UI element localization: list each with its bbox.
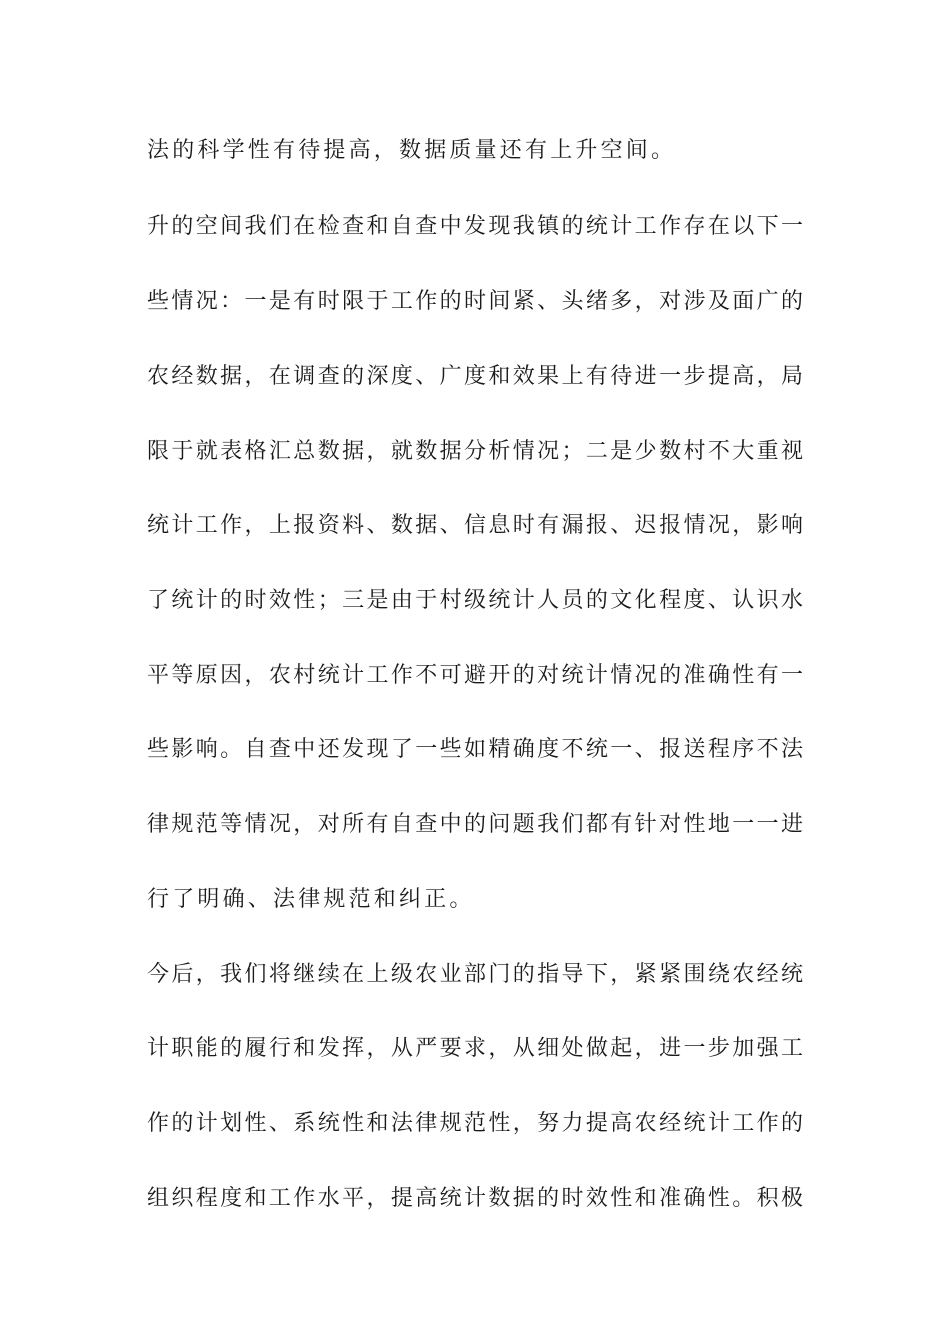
text-line-12: 今后，我们将继续在上级农业部门的指导下，紧紧围绕农经统: [147, 962, 803, 987]
text-line-11: 行了明确、法律规范和纠正。: [147, 887, 475, 912]
text-line-8: 平等原因，农村统计工作不可避开的对统计情况的准确性有一: [147, 663, 803, 688]
text-line-14: 作的计划性、系统性和法律规范性，努力提高农经统计工作的: [147, 1111, 803, 1136]
text-line-5: 限于就表格汇总数据，就数据分析情况；二是少数村不大重视: [147, 439, 803, 464]
text-line-6: 统计工作，上报资料、数据、信息时有漏报、迟报情况，影响: [147, 513, 803, 538]
text-line-7: 了统计的时效性；三是由于村级统计人员的文化程度、认识水: [147, 588, 803, 613]
text-line-4: 农经数据，在调查的深度、广度和效果上有待进一步提高，局: [147, 364, 803, 389]
text-line-13: 计职能的履行和发挥，从严要求，从细处做起，进一步加强工: [147, 1036, 803, 1061]
text-line-3: 些情况：一是有时限于工作的时间紧、头绪多，对涉及面广的: [147, 289, 803, 314]
text-line-9: 些影响。自查中还发现了一些如精确度不统一、报送程序不法: [147, 737, 803, 762]
text-line-15: 组织程度和工作水平，提高统计数据的时效性和准确性。积极: [147, 1186, 803, 1211]
text-line-2: 升的空间我们在检查和自查中发现我镇的统计工作存在以下一: [147, 214, 803, 239]
text-line-10: 律规范等情况，对所有自查中的问题我们都有针对性地一一进: [147, 812, 803, 837]
text-line-1: 法的科学性有待提高，数据质量还有上升空间。: [147, 138, 677, 163]
